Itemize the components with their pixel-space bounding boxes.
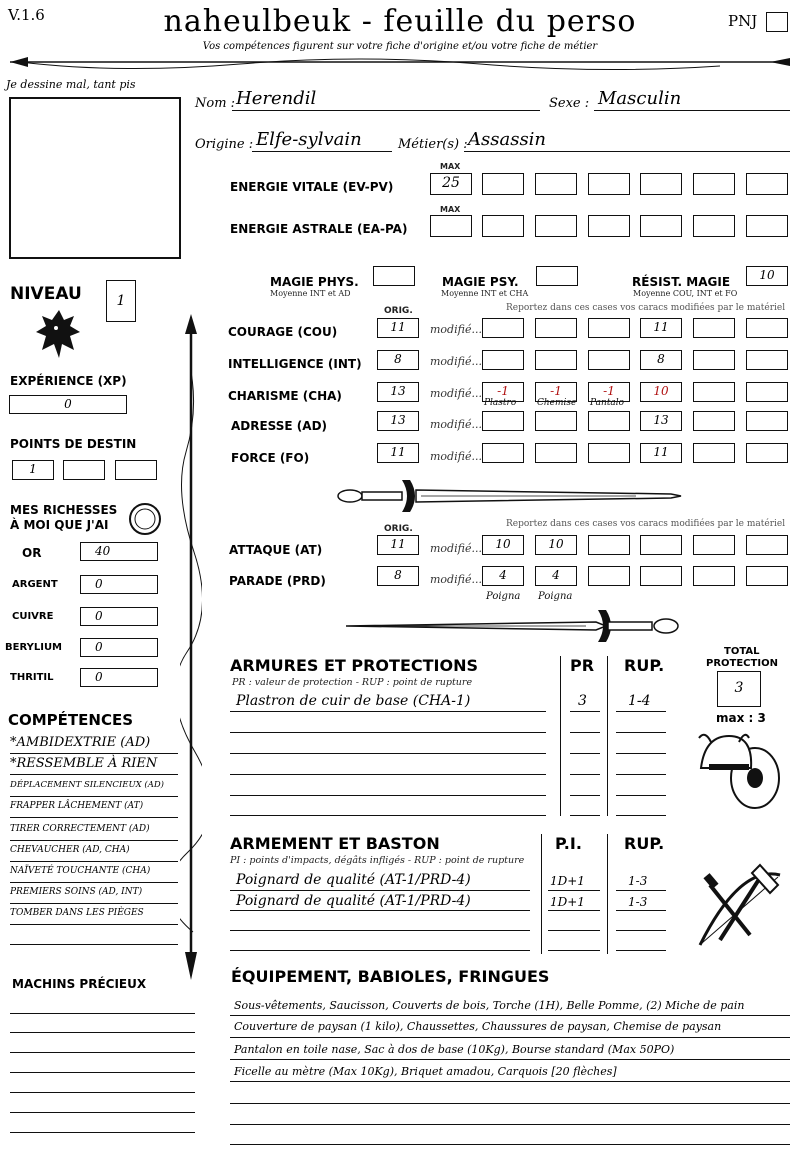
nom-label: Nom : — [195, 96, 236, 111]
carac-mod-box[interactable] — [693, 382, 735, 402]
modif-label: modifié... — [430, 323, 482, 336]
arme-rup[interactable]: 1-3 — [628, 895, 648, 909]
carac-mod-box[interactable] — [535, 411, 577, 431]
combat-mod-box[interactable] — [746, 535, 788, 555]
carac-label: COURAGE (COU) — [228, 325, 338, 339]
coin-thritil-box[interactable]: 0 — [80, 668, 158, 687]
arme-name[interactable]: Poignard de qualité (AT-1/PRD-4) — [236, 872, 471, 888]
spear-decoration — [180, 312, 202, 982]
combat-orig-box[interactable]: 8 — [377, 566, 419, 586]
helmet-shield-icon — [695, 728, 785, 812]
combat-orig-label: ORIG. — [384, 524, 413, 534]
equipement-line[interactable]: Sous-vêtements, Saucisson, Couverts de bois, Torche (1H), Belle Pomme, (2) Miche de pain — [234, 999, 745, 1012]
armures-title: ARMURES ET PROTECTIONS — [230, 656, 478, 675]
ea-box[interactable] — [693, 215, 735, 237]
carac-mod-box[interactable] — [693, 318, 735, 338]
arme-pi[interactable]: 1D+1 — [550, 895, 585, 909]
combat-label: ATTAQUE (AT) — [229, 543, 323, 557]
carac-orig-box[interactable]: 11 — [377, 318, 419, 338]
armure-name[interactable]: Plastron de cuir de base (CHA-1) — [236, 693, 471, 709]
coin-berylium-label: BERYLIUM — [5, 642, 63, 653]
carac-mod-box[interactable] — [746, 318, 788, 338]
carac-mod-box[interactable] — [693, 443, 735, 463]
ev-box[interactable] — [535, 173, 577, 195]
equipement-title: ÉQUIPEMENT, BABIOLES, FRINGUES — [231, 967, 550, 986]
armement-col-rup: RUP. — [624, 834, 665, 853]
combat-mod-box[interactable] — [746, 566, 788, 586]
richesses-label-2: À MOI QUE J'AI — [10, 518, 109, 532]
destin-box[interactable] — [63, 460, 105, 480]
combat-mod-box[interactable] — [693, 535, 735, 555]
weapon-caption: Poigna — [538, 591, 573, 602]
carac-mod-box[interactable] — [588, 443, 630, 463]
competence-item: FRAPPER LÂCHEMENT (AT) — [10, 801, 144, 811]
carac-orig-label: ORIG. — [384, 306, 413, 316]
combat-orig-box[interactable]: 11 — [377, 535, 419, 555]
carac-mod-box[interactable]: -1 — [588, 382, 630, 402]
carac-mod-box[interactable] — [535, 350, 577, 370]
equipment-caption: Pantalo — [590, 398, 625, 408]
carac-mod-box[interactable]: 13 — [640, 411, 682, 431]
total-protection-label: TOTAL — [724, 646, 760, 657]
ev-max-box[interactable]: 25 — [430, 173, 472, 195]
equipment-caption: Chemise — [537, 398, 577, 408]
competence-item: DÉPLACEMENT SILENCIEUX (AD) — [10, 780, 164, 790]
carac-mod-box[interactable]: 11 — [640, 318, 682, 338]
arme-pi[interactable]: 1D+1 — [550, 874, 585, 888]
sword-decoration — [336, 608, 686, 644]
ea-box[interactable] — [482, 215, 524, 237]
richesses-label: MES RICHESSES — [10, 503, 118, 517]
modif-label: modifié... — [430, 387, 482, 400]
total-protection-label-2: PROTECTION — [706, 658, 778, 669]
armures-divider — [607, 656, 608, 816]
coin-cuivre-label: CUIVRE — [12, 611, 54, 622]
combat-note: Reportez dans ces cases vos caracs modifiées par le matériel — [506, 519, 786, 529]
total-protection-box[interactable]: 3 — [717, 671, 761, 707]
resist-magie-box[interactable]: 10 — [746, 266, 788, 286]
magie-psy-label: MAGIE PSY. — [442, 275, 519, 289]
niveau-label: NIVEAU — [10, 284, 82, 304]
arme-rup[interactable]: 1-3 — [628, 874, 648, 888]
carac-label: FORCE (FO) — [231, 451, 310, 465]
carac-mod-box[interactable] — [693, 350, 735, 370]
ev-label: ENERGIE VITALE (EV-PV) — [230, 180, 394, 194]
combat-mod-box[interactable] — [588, 566, 630, 586]
carac-mod-box[interactable] — [693, 411, 735, 431]
pnj-label: PNJ — [728, 12, 758, 30]
combat-mod-box[interactable] — [693, 566, 735, 586]
carac-mod-box[interactable] — [588, 318, 630, 338]
coin-thritil-label: THRITIL — [10, 672, 54, 683]
carac-mod-box[interactable] — [482, 443, 524, 463]
coin-argent-label: ARGENT — [12, 579, 58, 590]
combat-label: PARADE (PRD) — [229, 574, 326, 588]
carac-mod-box[interactable] — [746, 382, 788, 402]
header-spear-decoration — [0, 52, 800, 76]
portrait-caption: Je dessine mal, tant pis — [6, 78, 136, 91]
competence-item: *AMBIDEXTRIE (AD) — [10, 735, 151, 750]
origine-value[interactable]: Elfe-sylvain — [256, 129, 362, 150]
armure-rup[interactable]: 1-4 — [628, 693, 651, 709]
ea-box[interactable] — [588, 215, 630, 237]
pnj-checkbox[interactable] — [766, 12, 788, 32]
ev-box[interactable] — [746, 173, 788, 195]
carac-mod-box[interactable] — [482, 350, 524, 370]
carac-mod-box[interactable]: 8 — [640, 350, 682, 370]
competence-item: CHEVAUCHER (AD, CHA) — [10, 845, 130, 855]
carac-mod-box[interactable]: -1 — [535, 382, 577, 402]
machins-label: MACHINS PRÉCIEUX — [12, 977, 147, 991]
competence-item: NAÏVETÉ TOUCHANTE (CHA) — [10, 866, 151, 876]
xp-box[interactable]: 0 — [9, 395, 127, 414]
coin-icon — [128, 502, 162, 536]
magie-psy-box[interactable] — [536, 266, 578, 286]
max-protection: max : 3 — [716, 711, 766, 725]
magie-psy-sub: Moyenne INT et CHA — [441, 289, 529, 298]
ev-box[interactable] — [588, 173, 630, 195]
coin-or-box[interactable]: 40 — [80, 542, 158, 561]
carac-mod-box[interactable] — [588, 350, 630, 370]
combat-mod-box[interactable]: 10 — [535, 535, 577, 555]
ev-box[interactable] — [640, 173, 682, 195]
armement-sub: PI : points d'impacts, dégâts infligés - RUP : point de rupture — [230, 855, 525, 866]
niveau-box[interactable]: 1 — [106, 280, 136, 322]
coin-cuivre-box[interactable]: 0 — [80, 607, 158, 626]
carac-mod-box[interactable] — [588, 411, 630, 431]
magie-phys-label: MAGIE PHYS. — [270, 275, 359, 289]
ev-max-label: MAX — [440, 162, 461, 171]
ea-label: ENERGIE ASTRALE (EA-PA) — [230, 222, 408, 236]
combat-mod-box[interactable]: 4 — [482, 566, 524, 586]
competence-item: *RESSEMBLE À RIEN — [10, 756, 158, 771]
coin-or-label: OR — [22, 546, 42, 560]
carac-mod-box[interactable] — [746, 443, 788, 463]
carac-mod-box[interactable]: 11 — [640, 443, 682, 463]
carac-label: INTELLIGENCE (INT) — [228, 357, 362, 371]
combat-mod-box[interactable] — [640, 566, 682, 586]
weapons-icon — [690, 855, 790, 955]
portrait-box[interactable] — [9, 97, 181, 259]
origine-label: Origine : — [195, 137, 254, 152]
weapon-caption: Poigna — [486, 591, 521, 602]
ea-box[interactable] — [535, 215, 577, 237]
ea-max-label: MAX — [440, 205, 461, 214]
carac-mod-box[interactable] — [746, 411, 788, 431]
destin-box[interactable] — [115, 460, 157, 480]
competence-item: TOMBER DANS LES PIÈGES — [10, 908, 144, 918]
armures-divider — [560, 656, 561, 816]
ev-box[interactable] — [693, 173, 735, 195]
metier-value[interactable]: Assassin — [468, 129, 547, 150]
carac-orig-box[interactable]: 13 — [377, 382, 419, 402]
combat-mod-box[interactable]: 10 — [482, 535, 524, 555]
equipment-caption: Plastro — [484, 398, 517, 408]
combat-mod-box[interactable]: 4 — [535, 566, 577, 586]
competence-item: TIRER CORRECTEMENT (AD) — [10, 824, 150, 834]
destin-label: POINTS DE DESTIN — [10, 437, 137, 451]
carac-mod-box[interactable] — [535, 443, 577, 463]
modif-label: modifié... — [430, 573, 482, 586]
coin-berylium-box[interactable]: 0 — [80, 638, 158, 657]
arme-name[interactable]: Poignard de qualité (AT-1/PRD-4) — [236, 893, 471, 909]
magie-phys-sub: Moyenne INT et AD — [270, 289, 351, 298]
sword-decoration — [336, 478, 686, 514]
page-title: naheulbeuk - feuille du perso — [163, 4, 637, 39]
ev-box[interactable] — [482, 173, 524, 195]
nom-value[interactable]: Herendil — [236, 88, 317, 109]
magie-phys-box[interactable] — [373, 266, 415, 286]
competence-item: PREMIERS SOINS (AD, INT) — [10, 887, 143, 897]
armures-sub: PR : valeur de protection - RUP : point de rupture — [232, 677, 473, 688]
carac-mod-box[interactable] — [746, 350, 788, 370]
dragon-icon — [34, 306, 84, 362]
carac-label: CHARISME (CHA) — [228, 389, 342, 403]
ea-max-box[interactable] — [430, 215, 472, 237]
modif-label: modifié... — [430, 418, 482, 431]
carac-mod-box[interactable]: -1 — [482, 382, 524, 402]
armures-col-pr: PR — [570, 656, 595, 675]
metier-label: Métier(s) : — [398, 137, 468, 152]
carac-mod-box[interactable]: 10 — [640, 382, 682, 402]
carac-orig-box[interactable]: 11 — [377, 443, 419, 463]
carac-mod-box[interactable] — [535, 318, 577, 338]
armement-col-pi: P.I. — [555, 834, 582, 853]
carac-orig-box[interactable]: 13 — [377, 411, 419, 431]
armures-col-rup: RUP. — [624, 656, 665, 675]
ea-box[interactable] — [746, 215, 788, 237]
carac-mod-box[interactable] — [482, 318, 524, 338]
equipement-line[interactable]: Pantalon en toile nase, Sac à dos de base (10Kg), Bourse standard (Max 50PO) — [234, 1043, 675, 1056]
sexe-label: Sexe : — [549, 96, 590, 111]
resist-magie-label: RÉSIST. MAGIE — [632, 275, 731, 289]
carac-mod-box[interactable] — [482, 411, 524, 431]
equipement-line[interactable]: Ficelle au mètre (Max 10Kg), Briquet amadou, Carquois [20 flèches] — [234, 1065, 617, 1078]
combat-mod-box[interactable] — [588, 535, 630, 555]
carac-note: Reportez dans ces cases vos caracs modifiées par le matériel — [506, 303, 786, 313]
destin-box[interactable]: 1 — [12, 460, 54, 480]
armement-title: ARMEMENT ET BASTON — [230, 834, 440, 853]
resist-magie-sub: Moyenne COU, INT et FO — [633, 289, 738, 298]
equipement-line[interactable]: Couverture de paysan (1 kilo), Chaussettes, Chaussures de paysan, Chemise de paysan — [234, 1020, 722, 1033]
header-subtitle: Vos compétences figurent sur votre fiche d'origine et/ou votre fiche de métier — [202, 41, 598, 52]
sexe-value[interactable]: Masculin — [598, 88, 682, 109]
armement-divider — [607, 834, 608, 954]
carac-orig-box[interactable]: 8 — [377, 350, 419, 370]
xp-label: EXPÉRIENCE (XP) — [10, 374, 127, 388]
ea-box[interactable] — [640, 215, 682, 237]
combat-mod-box[interactable] — [640, 535, 682, 555]
coin-argent-box[interactable]: 0 — [80, 575, 158, 594]
modif-label: modifié... — [430, 542, 482, 555]
armure-pr[interactable]: 3 — [578, 693, 587, 709]
armement-divider — [541, 834, 542, 954]
carac-label: ADRESSE (AD) — [231, 419, 328, 433]
competences-label: COMPÉTENCES — [8, 711, 134, 729]
version-label: V.1.6 — [8, 6, 45, 24]
modif-label: modifié... — [430, 450, 482, 463]
modif-label: modifié... — [430, 355, 482, 368]
